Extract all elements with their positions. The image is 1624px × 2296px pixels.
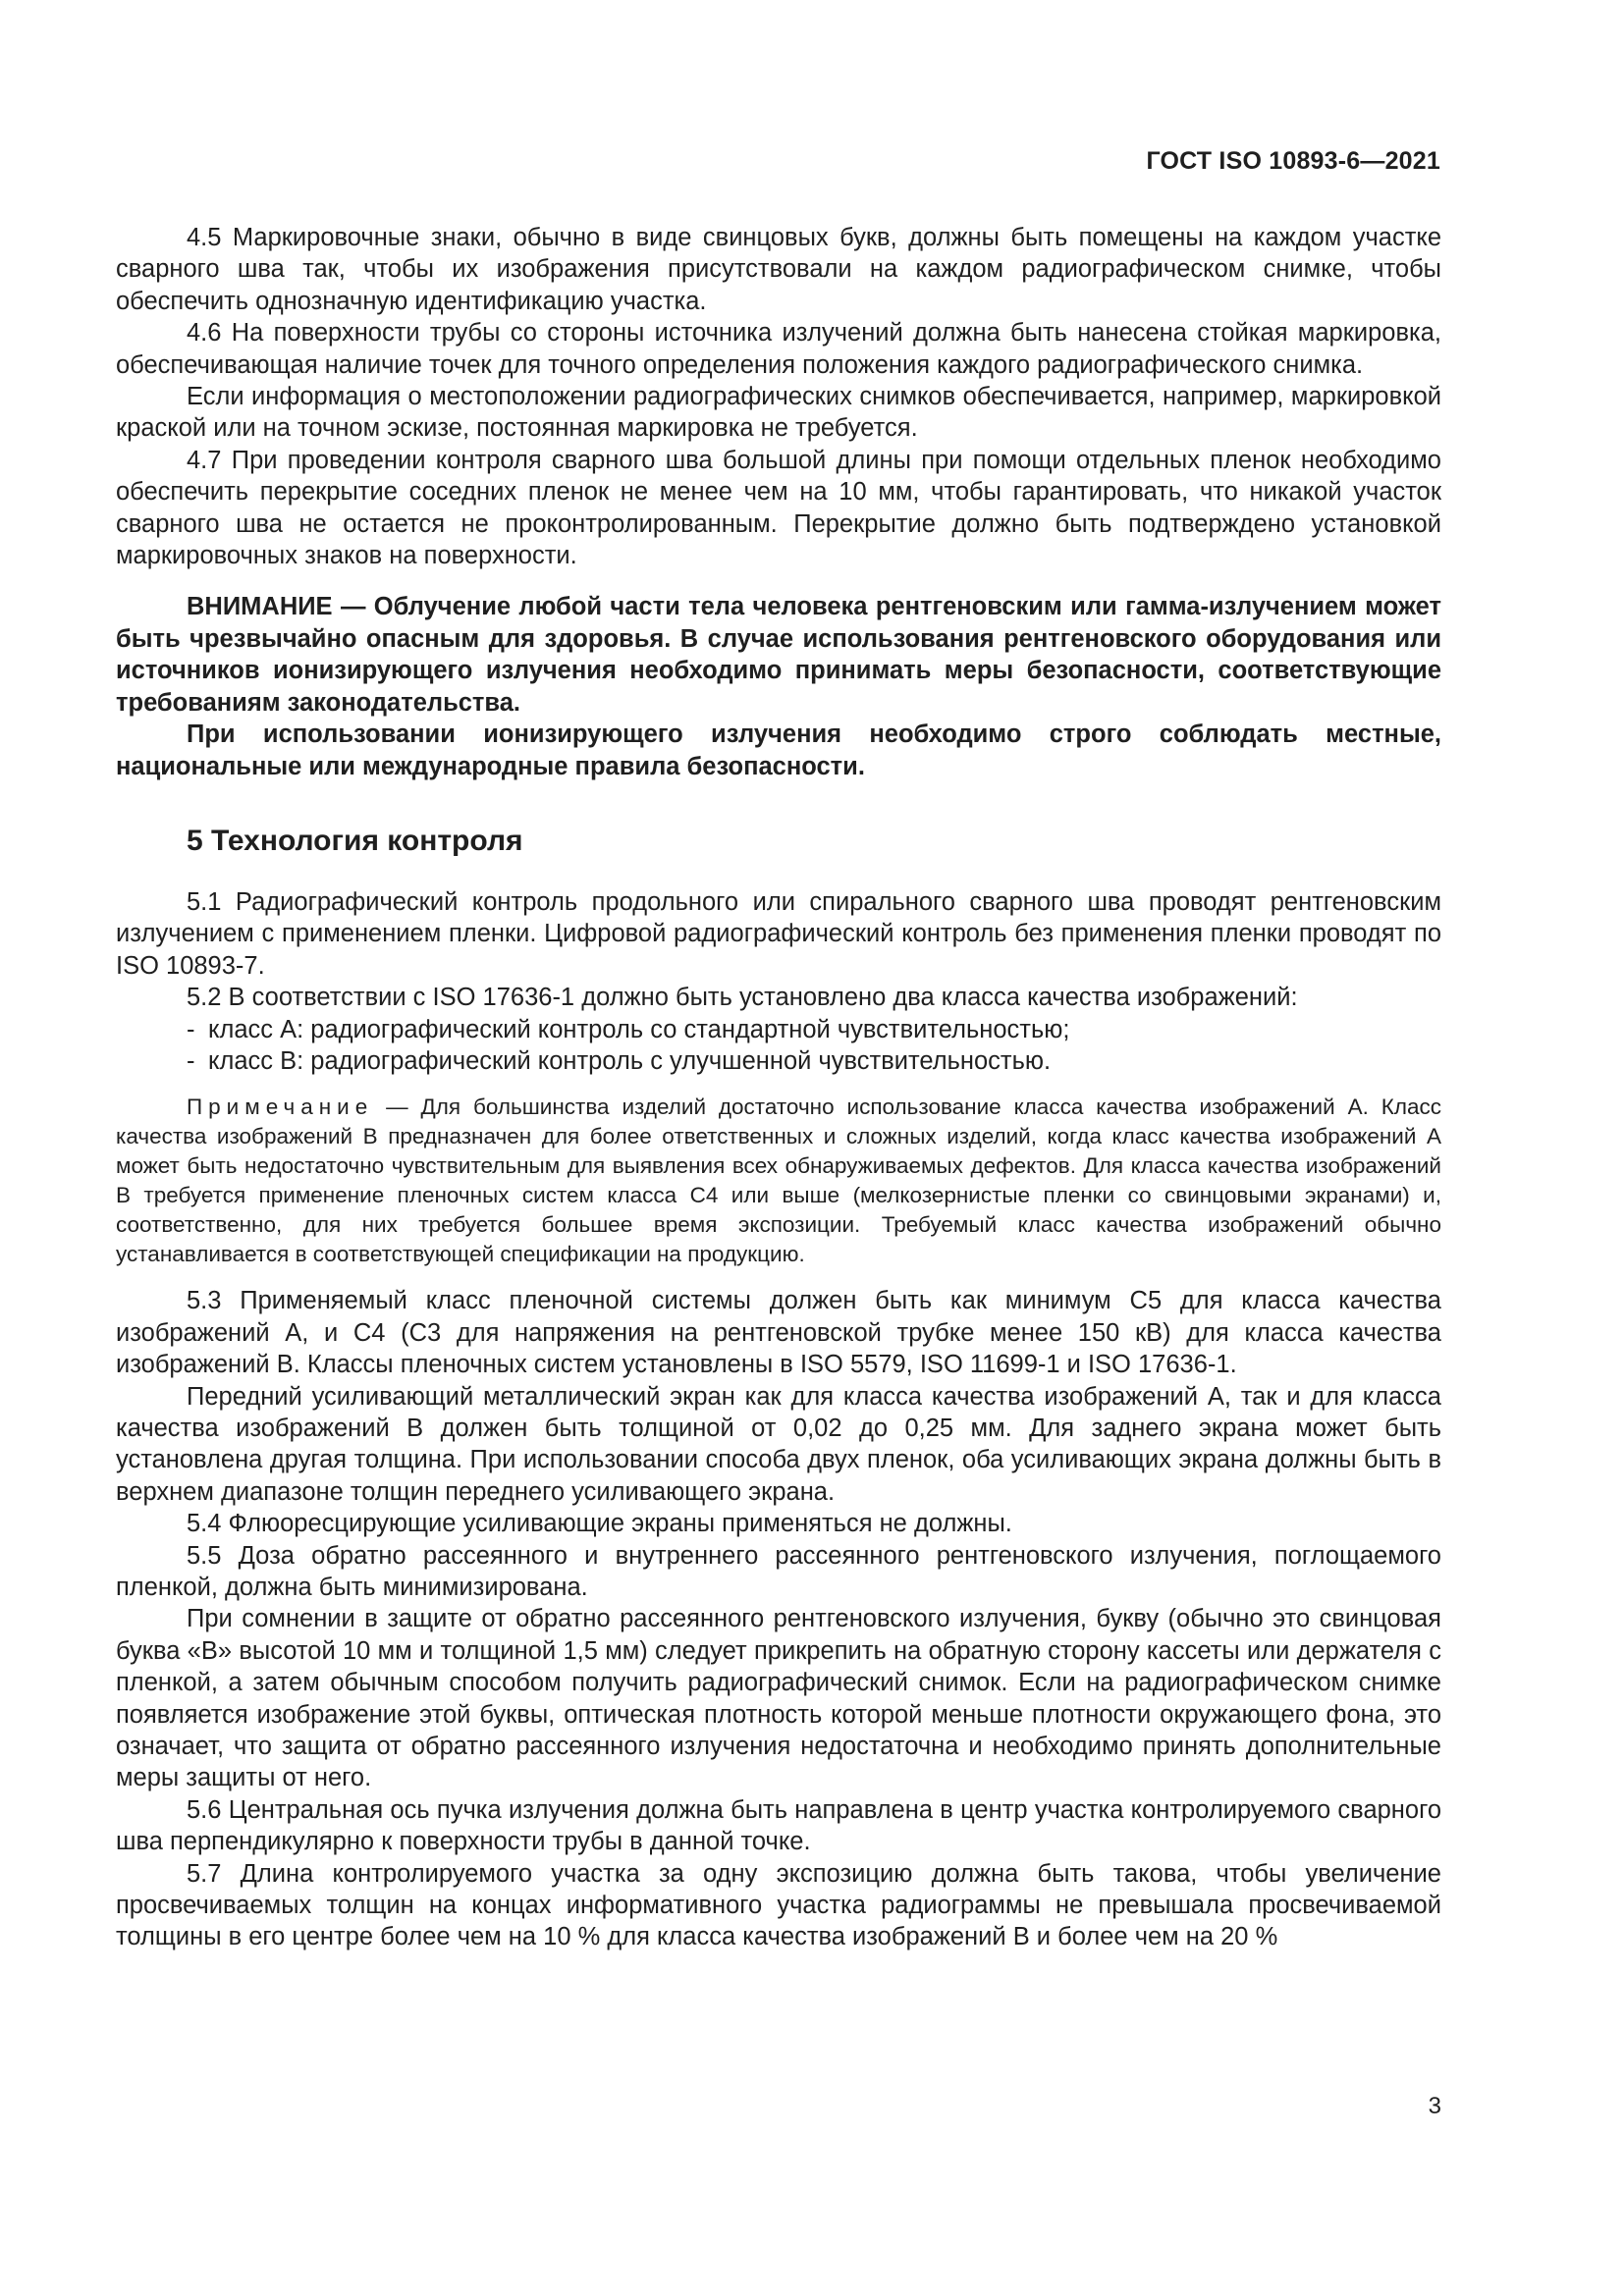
section-heading: 5 Технология контроля [187,824,523,857]
quality-class-list [116,1014,1441,1078]
paragraph-5-1: 5.1 Радиографический контроль продольного или спирального сварного шва проводят рентгеновским излучением с применением пленки. Цифровой радиографический контроль без применения пленки проводят по ISO 10893-7. [116,887,1441,980]
note-paragraph [116,1093,1441,1269]
paragraph-4-7: 4.7 При проведении контроля сварного шва большой длины при помощи отдельных пленок необходимо обеспечить перекрытие соседних пленок не менее чем на 10 мм, чтобы гарантировать, что никакой участок сварного шва не остается не проконтролированным. Перекрытие должно быть подтверждено установкой маркировочных знаков на поверхности. [116,446,1441,570]
list-item-text: класс В: радиографический контроль с улучшенной чувствительностью. [208,1046,1052,1075]
page-number: 3 [1428,2093,1441,2119]
paragraph-5-4: 5.4 Флюоресцирующие усиливающие экраны применяться не должны. [187,1510,1012,1538]
section-paragraphs-b [116,1285,1441,1953]
warning-paragraph: ВНИМАНИЕ — Облучение любой части тела человека рентгеновским или гамма-излучением может быть чрезвычайно опасным для здоровья. В случае использования рентгеновского оборудования или источников ионизирующего излучения необходимо принимать меры безопасности, соответствующие требованиям законодательства. [116,593,1441,717]
paragraph-5-2: 5.2 В соответствии с ISO 17636-1 должно быть установлено два класса качества изображений: [187,984,1298,1012]
warning-rules-paragraph: При использовании ионизирующего излучения необходимо строго соблюдать местные, национальные или международные правила безопасности. [116,721,1441,780]
paragraph-5-5: 5.5 Доза обратно рассеянного и внутреннего рассеянного рентгеновского излучения, поглощаемого пленкой, должна быть минимизирована. [116,1541,1441,1601]
list-item-text: класс А: радиографический контроль со стандартной чувствительностью; [208,1015,1070,1043]
paragraph-5-3: 5.3 Применяемый класс пленочной системы должен быть как минимум С5 для класса качества изображений А, и С4 (С3 для напряжения на рентгеновской трубке менее 150 кВ) для класса качества изображений В. Классы пленочных систем установлены в ISO 5579, ISO 11699-1 и ISO 17636-1. [116,1287,1441,1379]
list-item [116,1014,1441,1045]
list-item [116,1045,1441,1077]
list-dash: - [187,1015,195,1043]
paragraph-5-7: 5.7 Длина контролируемого участка за одну экспозицию должна быть такова, чтобы увеличение просвечиваемых толщин на концах информативного участка радиограммы не превышала просвечиваемой толщины в его центре более чем на 10 % для класса качества изображений В и более чем на 20 % [116,1859,1441,1951]
list-dash: - [187,1046,195,1075]
safety-warning [116,591,1441,781]
paragraph-5-6: 5.6 Центральная ось пучка излучения должна быть направлена в центр участка контролируемого сварного шва перпендикулярно к поверхности трубы в данной точке. [116,1795,1441,1856]
paragraph-4-6: 4.6 На поверхности трубы со стороны источника излучений должна быть нанесена стойкая маркировка, обеспечивающая наличие точек для точного определения положения каждого радиографического снимка. [116,319,1441,379]
paragraph-4-5: 4.5 Маркировочные знаки, обычно в виде свинцовых букв, должны быть помещены на каждом участке сварного шва так, чтобы их изображения присутствовали на каждом радиографическом снимке, чтобы обеспечить однозначную идентификацию участка. [116,224,1441,315]
note-text: — Для большинства изделий достаточно использование класса качества изображений А. Класс качества изображений В предназначен для более ответственных и сложных изделий, когда класс качества изображений А может быть недостаточно чувствительным для выявления всех обнаруживаемых дефектов. Для класса качества изображений В требуется применение пленочных систем класса С4 или выше (мелкозернистые пленки со свинцовыми экранами) и, соответственно, для них требуется большее время экспозиции. Требуемый класс качества изображений обычно устанавливается в соответствующей спецификации на продукцию. [116,1095,1441,1267]
document-code-header: ГОСТ ISO 10893-6—2021 [1146,147,1440,175]
note-block [116,1093,1441,1269]
note-label: Примечание [187,1095,374,1120]
page-body [116,222,1441,1953]
section-paragraphs-a [116,886,1441,1014]
intro-paragraphs [116,222,1441,571]
paragraph-front-screen: Передний усиливающий металлический экран как для класса качества изображений А, так и для класса качества изображений В должен быть толщиной от 0,02 до 0,25 мм. Для заднего экрана может быть установлена другая толщина. При использовании способа двух пленок, оба усиливающих экрана должны быть в верхнем диапазоне толщин переднего усиливающего экрана. [116,1382,1441,1506]
paragraph-backscatter: При сомнении в защите от обратно рассеянного рентгеновского излучения, букву (обычно это свинцовая буква «В» высотой 10 мм и толщиной 1,5 мм) следует прикрепить на обратную сторону кассеты или держателя с пленкой, а затем обычным способом получить радиографический снимок. Если на радиографическом снимке появляется изображение этой буквы, оптическая плотность которой меньше плотности окружающего фона, это означает, что защита от обратно рассеянного излучения недостаточна и необходимо принять дополнительные меры защиты от него. [116,1605,1441,1792]
paragraph-4-6-note: Если информация о местоположении радиографических снимков обеспечивается, например, маркировкой краской или на точном эскизе, постоянная маркировка не требуется. [116,383,1441,443]
